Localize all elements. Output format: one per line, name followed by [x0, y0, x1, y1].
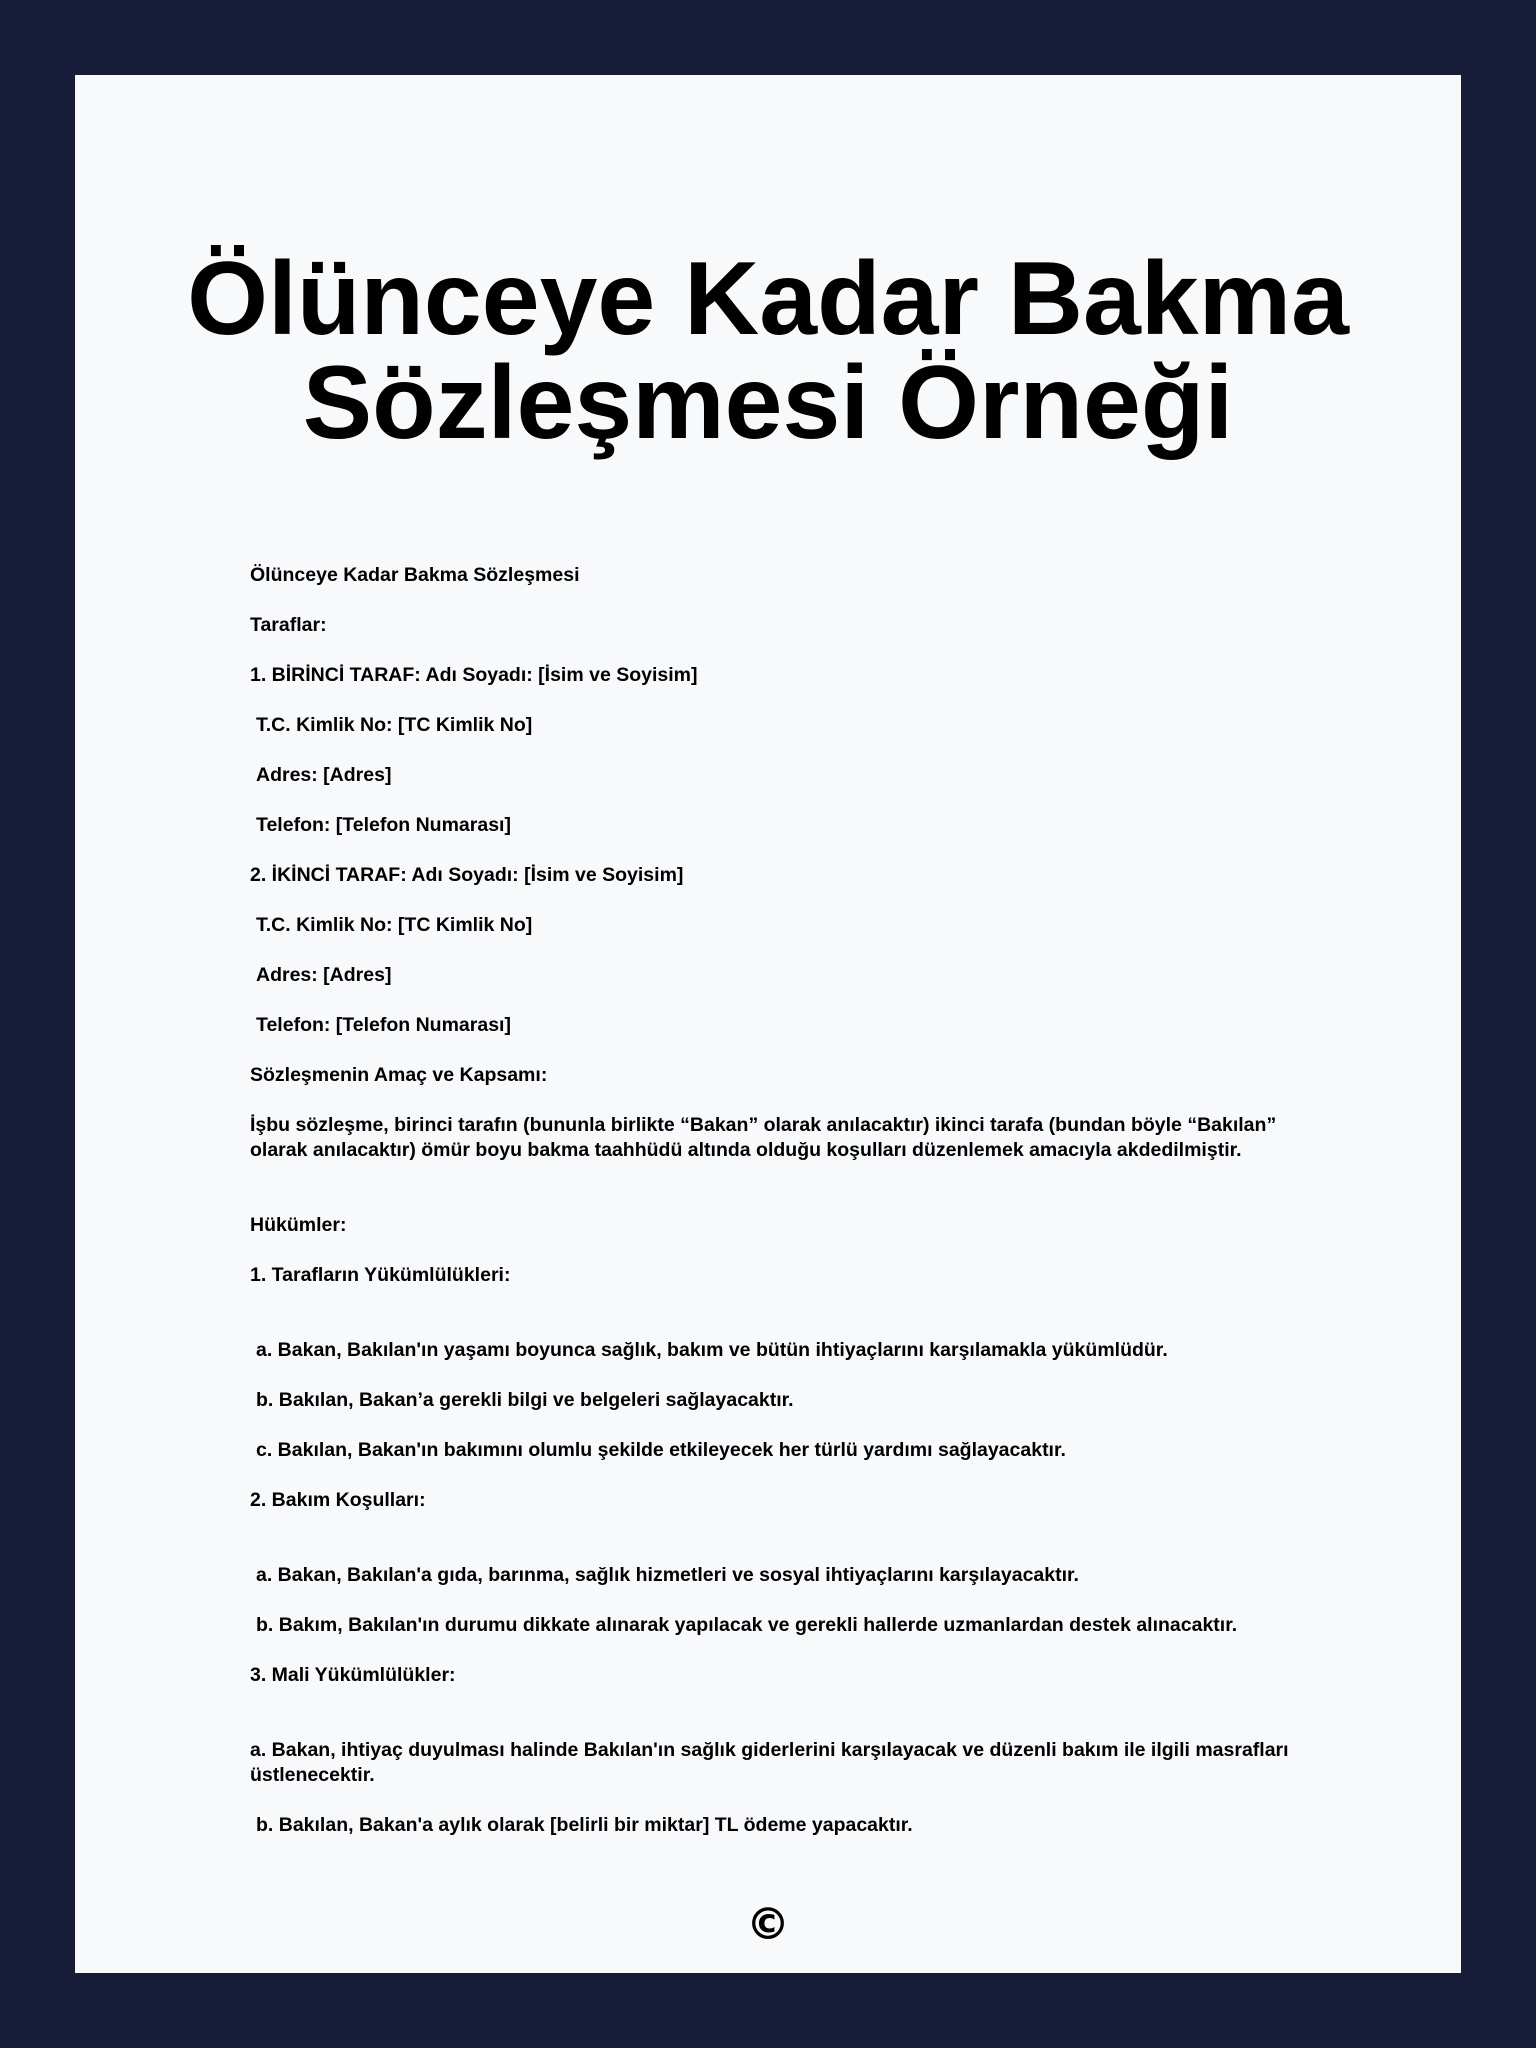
section-2-item-b: b. Bakım, Bakılan'ın durumu dikkate alınarak yapılacak ve gerekli hallerde uzmanlardan destek alınacaktır.: [256, 1614, 1238, 1636]
page-title-line-1: Ölünceye Kadar Bakma: [187, 241, 1349, 357]
section-1-item-b: b. Bakılan, Bakan’a gerekli bilgi ve belgeleri sağlayacaktır.: [256, 1389, 794, 1411]
page-title-line-2: Sözleşmesi Örneği: [302, 345, 1234, 461]
copyright-icon: ©: [746, 1899, 790, 1950]
section-1-item-c: c. Bakılan, Bakan'ın bakımını olumlu şekilde etkileyecek her türlü yardımı sağlayacaktır.: [256, 1439, 1066, 1461]
parties-heading: Taraflar:: [250, 614, 327, 636]
second-party-address: Adres: [Adres]: [256, 964, 392, 986]
document-page: [75, 75, 1461, 1973]
section-1-item-a: a. Bakan, Bakılan'ın yaşamı boyunca sağlık, bakım ve bütün ihtiyaçlarını karşılamakla yükümlüdür.: [256, 1339, 1168, 1361]
contract-heading: Ölünceye Kadar Bakma Sözleşmesi: [250, 564, 580, 586]
section-3-item-b: b. Bakılan, Bakan'a aylık olarak [belirli bir miktar] TL ödeme yapacaktır.: [256, 1814, 913, 1836]
second-party-id: T.C. Kimlik No: [TC Kimlik No]: [256, 914, 533, 936]
first-party-name: 1. BİRİNCİ TARAF: Adı Soyadı: [İsim ve Soyisim]: [250, 664, 698, 686]
second-party-phone: Telefon: [Telefon Numarası]: [256, 1014, 511, 1036]
purpose-heading: Sözleşmenin Amaç ve Kapsamı:: [250, 1064, 548, 1086]
section-2-item-a: a. Bakan, Bakılan'a gıda, barınma, sağlık hizmetleri ve sosyal ihtiyaçlarını karşılayacaktır.: [256, 1564, 1079, 1586]
page-title: [75, 241, 1461, 461]
provisions-heading: Hükümler:: [250, 1214, 347, 1236]
first-party-id: T.C. Kimlik No: [TC Kimlik No]: [256, 714, 533, 736]
section-1-heading: 1. Tarafların Yükümlülükleri:: [250, 1264, 511, 1286]
first-party-phone: Telefon: [Telefon Numarası]: [256, 814, 511, 836]
section-3-item-a: a. Bakan, ihtiyaç duyulması halinde Bakılan'ın sağlık giderlerini karşılayacak ve düzenli bakım ile ilgili masrafları üstlenecektir.: [250, 1739, 1289, 1786]
section-3-heading: 3. Mali Yükümlülükler:: [250, 1664, 456, 1686]
first-party-address: Adres: [Adres]: [256, 764, 392, 786]
purpose-paragraph: İşbu sözleşme, birinci tarafın (bununla birlikte “Bakan” olarak anılacaktır) ikinci tarafa (bundan böyle “Bakılan” olarak anılacaktır) ömür boyu bakma taahhüdü altında olduğu koşulları düzenlemek amacıyla akdedilmiştir.: [250, 1114, 1277, 1161]
second-party-name: 2. İKİNCİ TARAF: Adı Soyadı: [İsim ve Soyisim]: [250, 864, 684, 886]
section-2-heading: 2. Bakım Koşulları:: [250, 1489, 426, 1511]
